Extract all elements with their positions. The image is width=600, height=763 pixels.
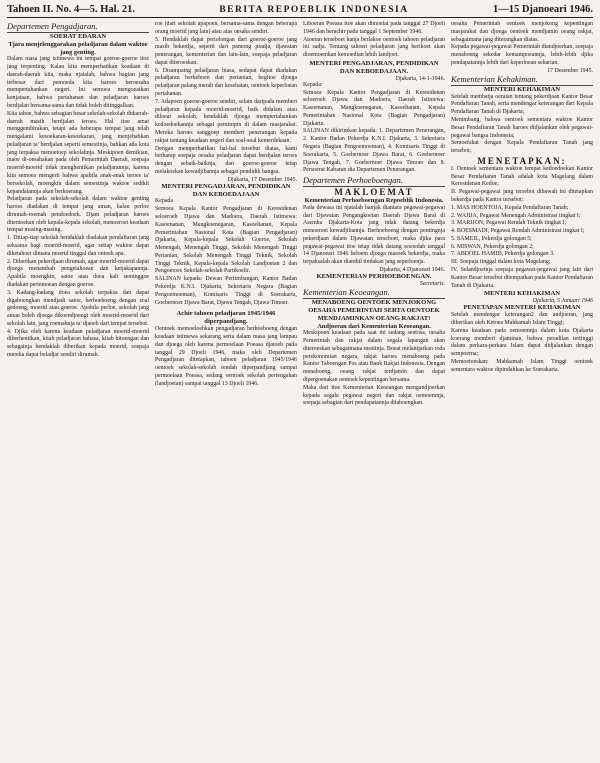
article-heading: MENABOENG OENTOEK MENJOKONG OESAHA PEMERINTAH SERTA OENTOEK MENDJAMINKAN OEANG RAKJAT! — [308, 298, 440, 322]
recipients-text: Kepada Semoea Kepala Kantor Pengadjaran di Keresidenan seloeroeh Djawa dan Madoera, Daerah Istimewa: Kasoenanan, Mangkoenegaran, Kasoeltanan, Kepala Pemerintahan Nasional Kota (Bagian Pengadjaran) Djakarta, Kepala-kepala Sekolah Goeroe, Sekolah Menengah, Menengah Tinggi, Sekolah Menengah Tinggi Pertanian, Sekolah Menengah Tinggi Teknik, Sekolah Tinggi Teknik, Kepala-kepala Sekolah Landjoetan 2 dan Pengoeroes Sekolah-sekolah Partikoelir. SALINAN kepada: Dewan Pertimbangan, Kantor Badan Pekerdja K.N.I. Djakarta, Sekretaris Negara (Bagian Pengoemoeman), Komisaris Tinggi di Soerakarta, Goebernoer Djawa Barat, Djawa Tengah, Djawa Timoer. — [155, 198, 297, 306]
article-heading: PENETAPAN MENTERI KEHAKIMAN — [463, 304, 581, 312]
place-date: Djakarta, 5 Januari 1946 — [532, 298, 593, 305]
signature-heading: MENTERI PENGADJARAN, PENDIDIKAN DAN KEBOEDAJAAN — [161, 182, 291, 198]
section-title: Kementerian Kehakiman. — [451, 74, 593, 86]
place-date: 17 Desember 1945. — [547, 67, 593, 74]
signature-heading: MENTERI PENGADJARAN, PENDIDIKAN DAN KEBOEDAJAAN. — [309, 59, 439, 75]
decree-body: I. Oentoek sementara waktoe tempat kedoedoekan Kantor Besar Pendaftaran Tanah adalah kota Magelang dalam Keresidenan Kedoe; II. Pegawai-pegawai jang tersebot dibawah ini ditetapkan bekerdja pada Kantor tersebot: 1. MAS HOENTOJA, Kepala Pendaftaran Tanah; 2. WAJIJA, Pegawai Menengah Administrasi tingkat I; 3. MARIJON, Pegawai Rendah Teknik tingkat I; 4. BOESMADI, Pegawai Rendah Administrasi tingkat I; 5. SAMEIL, Pekerdja golongan 5; 6. MISWAN, Pekerdja golongan 2; 7. ABDOEL HAMID, Pekerdja golongan 3. III. Soepaja tinggal dalam kota Magelang; IV. Selandjoetnja soepaja pegawai-pegawai jang lain dari Kantor Besar tersebot ditempatkan pada Kantor Pendaftaran Tanah di Djakarta. — [451, 165, 593, 289]
decree-title: MENETAPKAN: — [477, 155, 567, 166]
article-body: Liboeran Poeasa itoe akan dimoelai pada tanggal 27 Djoeli 1946 dan berachir pada tanggal 1 September 1946. Atoeran terseboet hanja berlakoe oentoek tahoen peladjaran ini sadja. Tentang tahoen peladjaran jang berikoet akan dioemoemkan kemoedian lebih landjoet. — [303, 21, 445, 59]
article-subheading: Andjoeran dari Kementerian Keoeangan. — [317, 322, 431, 330]
article-heading: MENTERI KEHAKIMAN — [483, 85, 560, 93]
signer-title: Secretaris. — [419, 280, 445, 287]
place-date: Djakarta, 17 Desember 1945. — [227, 176, 297, 183]
article-body: Meskipoen keadaan pada saat ini sedang sentosa, oesaha Pemerintah dan rakjat dalam segala lapangan akan diteroeskan sebagaimana mestinja. Boeat melantjarkan roda perekonomian negara, rakjat haroes menaboeng pada Kantor Taboengan Pos atau Bank Rakjat Indonesia. Dengan menaboeng, oeang rakjat terdjamin dan dapat dipergoenakan oentoek kepentingan bersama. Maka dari itoe Kementerian Keoeangan mengandjoerkan kepada segala pegawai negeri dan rakjat oemoemnja, soepaja sebagian dari pendapatannja ditaboengkan. — [303, 330, 445, 407]
article-columns — [7, 21, 593, 763]
signature-heading: KEMENTERIAN PERHOEBOENGAN. — [316, 273, 432, 281]
article-heading: SOERAT EDARAN — [49, 33, 107, 40]
article-subheading: Tjara menjelenggarakan peladjaran dalam waktoe jang genting. — [8, 40, 148, 56]
recipients-text: Kepada: Semoea Kepala Kantor Pengadjaran di Keresidenan seloeroeh Djawa dan Madoera, Daerah Istimewa: Kasoenanan, Mangkoenegaran, Kasoeltanan, Kepala Pemerintahan Nasional Kota (Bagian Pengadjaran) Djakarta. SALINAN dikirimkan kepada: 1. Departemen Penerangan, 2. Kantor Badan Pekerdja K.N.I. Djakarta, 3. Sekretaris Negara (Bagian Pengoemoeman), 4. Komisaris Tinggi di Soerakarta, 5. Goebernoer Djawa Barat, 6. Goebernoer Djawa Tengah, 7. Goebernoer Djawa Timoer dan 8. Persoerat Kabaran dia Departemen Penerangan. — [303, 81, 445, 174]
place-date: Djakarta, 4 Djanoeari 1946. — [379, 267, 445, 274]
article-heading: Achir tahoen peladjaran 1945/1946 diperpandjang. — [176, 310, 276, 326]
place-date: Djakarta, 14-1-1946. — [395, 75, 445, 82]
article-body: Dalam masa jang istimewa ini tempat goeroe-goeroe itoe jang terpenting. Kalau kita memperhatikan keadaan di daerah-daerah kita, maka njatalah, bahwa bagian jang terbesar dari pemoeda kita haroes beroesaha mempertahankan negeri. Ini semoea mengoeatkan kenjataan, bahwa pertahanan dan peladjaran haroes berdjalan bersama-sama dan tidak boleh ditinggalkan. Kita tahoe, bahwa sebagian besar sekolah-sekolah didaerah-daerah masih berdjalan teroes. Hal itoe amat menggembirakan, tetapi ada beberapa tempat jang telah mengalami kesoekaran-kesoekaran, jang menjebabkan peladjaran ta' berdjalan seperti semestinja, bahkan ada kota jang terpaksa menoetoep sekolahnja. Meskipoen demikian, maoe di-oesahakan pada oleh Pemerintah Daerah, soepaja moerid-moerid tidak menghentikan peladjarannja, karena kita semoea mengerti bahwa apabila anak-anak teroes ta' bersekolah, moengkin dalam semestinja waktoe sedikit kepandaiannja akan berkoerang. Peladjaran pada sekolah-sekolah dalam waktoe genting haroes diadakan di tempat jang aman, kalau perloe dirumah-roemah pendoedoek. Djam peladjaran haroes ditentoekan oleh kepala-kepala sekolah, menoeroet keadaan tempat masing-masing. 1. Ditiap-tiap sekolah hendaklah diadakan pendaftaran jang seksama bagi moerid-moerid, agar setiap waktoe dapat diketahoei dimana moerid tinggal dan ontoek apa. 2. Diberikan pekerdjaan dirumah, agar moerid-moerid dapat djoega menambah pengetahoean dan ketjakapannja. Apabila moengkin, satoe atau doea kali seminggoe diadakan pertemoean dengan goeroe. 3. Kadang-kadang doea sekolah terpaksa dan dapat digaboengkan mendjadi satoe, berhoeboeng dengan soal gedoeng, moerid atau goeroe. Apabila perloe, sekolah jang aman boleh djoega dikoendjoengi oleh moerid-moerid dari sekolah lain, jang roemahnja ta' djaoeh dari tempat tersebot. 4. Djika oleh karena keadaan peladjaran moerid-moerid diberhentikan, kitab peladjaran bahasa, kitab hitoengan dan sebagainja hendaklah diberikan kepada moerid, soepaja mereka dapat beladjar sendiri dirumah. — [7, 56, 149, 358]
article-body: oesaha Pemerintah oentoek menjokong kepentingan masjarakat dan djoega oentoek mendjamin oeang rakjat, sebagaimana jang diterangkan diatas. Kepada pegawai-pegawai Pemerintah diandjoerkan, soepaja menaboeng sekedar kemampoeannja, lebih-lebih djika pendapatannja lebih dari keperloean seharian. — [451, 21, 593, 66]
signature-heading: MENTERI KEHAKIMAN — [483, 290, 560, 298]
article-body: roe (dari sekolah apapoen, bersama-sama dengan beberapa orang moerid jang lain) atau atas oesaha sendiri. 5. Hendaklah dapat pertolongan dari goeroe-goeroe jang masih bekerdja, seperti dari pamong pradja, djawatan penerangan, kementerian dan lain-lain, soepaja peladjaran dapat diteroeskan. 6. Disampaing peladjaran biasa, sedapat dapat diadakan peladjaran berkeboen dan pertanian, begitoe djoega peladjaran palang merah dan kesehatan, oentoek keperloean pertahanan. 7. Adapoen goeroe-goeroe sendiri, selain daripada memberi peladjaran kepada moerid-moerid, baik didalam atau diloear sekolah, hendaklah djoega mempertahankan kedoedoekannja sebagai pemimpin di dalam masjarakat. Mereka haroes sanggoep memberi penerangan kepada rakjat tentang keadaan negeri dan soal-soal kemerdekaan. Dengan memperhatikan hal-hal tersebut diatas, kami berharap soepaja oesaha peladjaran dapat berdjalan teroes dengan sebaik-baiknja, dan goeroe-goeroe tetap melakoekan kewadjibannja sebagai pendidik bangsa. — [155, 21, 297, 175]
announcement-title: MAKLOEMAT — [334, 187, 414, 198]
article-body: Pada dewasa ini njatalah banjak diantara pegawai-pegawai dari Djawatan Pengangkoetan Daerah Djawa Barat di Asemka Djakarta-Kota jang tidak datang bekerdja menoeroet kewadjibannja. Berhoeboeng dengan pentingnja pekerdjaan dalam Djawatan terseboet, maka djika para pegawai-pegawai itoe tetap tidak datang sesoedah tanggal 14 Djanoeari 1946 beloem djoega masoek bekerdja, maka terpaksalah akan diambil tindakan jang seperloenja. — [303, 204, 445, 266]
article-body: Setelah membatja oeraian tentang pekerdjaan Kantor Besar Pendaftaran Tanah, serta mendengar keterangan dari Kepala Pendaftaran Tanah di Djakarta; Menimbang, bahwa oentoek sementara waktoe Kantor Besar Pendaftaran Tanah haroes didjalankan oleh pegawai-pegawai bangsa Indonesia; Semoefakat dengan Kepala Pendaftaran Tanah jang tersebot; — [451, 93, 593, 155]
article-body: Oentoek memoeloehkan pengadjaran berhoeboeng dengan keadaan istimewa sekarang serta dalam masa jang lampau dan djoega oleh karena permoelaan Poeasa djatoeh pada tanggal 29 Djoeli 1946, maka oleh Departemen Pengadjaran ditetapkan, tahoen peladjaran 1945/1946 oentoek sekolah-sekolah rendah diperpandjang sampai permoelaan Poeasa, sedang oentoek sekolah pertengahan (landjoetan) sampai tanggal 13 Djoeli 1946. — [155, 326, 297, 387]
article-subheading: Kementerian Perhoeboengan Repoeblik Indonesia. — [304, 197, 444, 205]
issue-number: Tahoen II. No. 4—5. Hal. 21. — [7, 4, 135, 15]
section-title: Departemen Pengadjaran. — [7, 21, 149, 33]
newspaper-title: BERITA REPOEBLIK INDONESIA — [219, 5, 409, 15]
article-body: Setelah mendengar keterangan2 dan andjoeran, jang diberikan oleh Ketoea Mahkamah Islam Tinggi; Karena keadaan pada oemoemnja dalam kota Djakarta koerang memberi djaminan, bahwa peradilan tertinggi dalam perkara-perkara Islam dapat didjalankan dengan sempoerna; Memoetoeskan: Mahkamah Islam Tinggi oentoek sementara waktoe dipindahkan ke Soerakarta. — [451, 312, 593, 373]
issue-date: 1—15 Djanoeari 1946. — [492, 4, 593, 15]
section-title: Departemen Perhoeboengan. — [303, 175, 445, 187]
column-2 — [155, 21, 297, 763]
section-title: Kementerian Keoeangan. — [303, 287, 445, 299]
column-4 — [451, 21, 593, 763]
column-1 — [7, 21, 149, 763]
column-3 — [303, 21, 445, 763]
masthead — [7, 4, 593, 18]
